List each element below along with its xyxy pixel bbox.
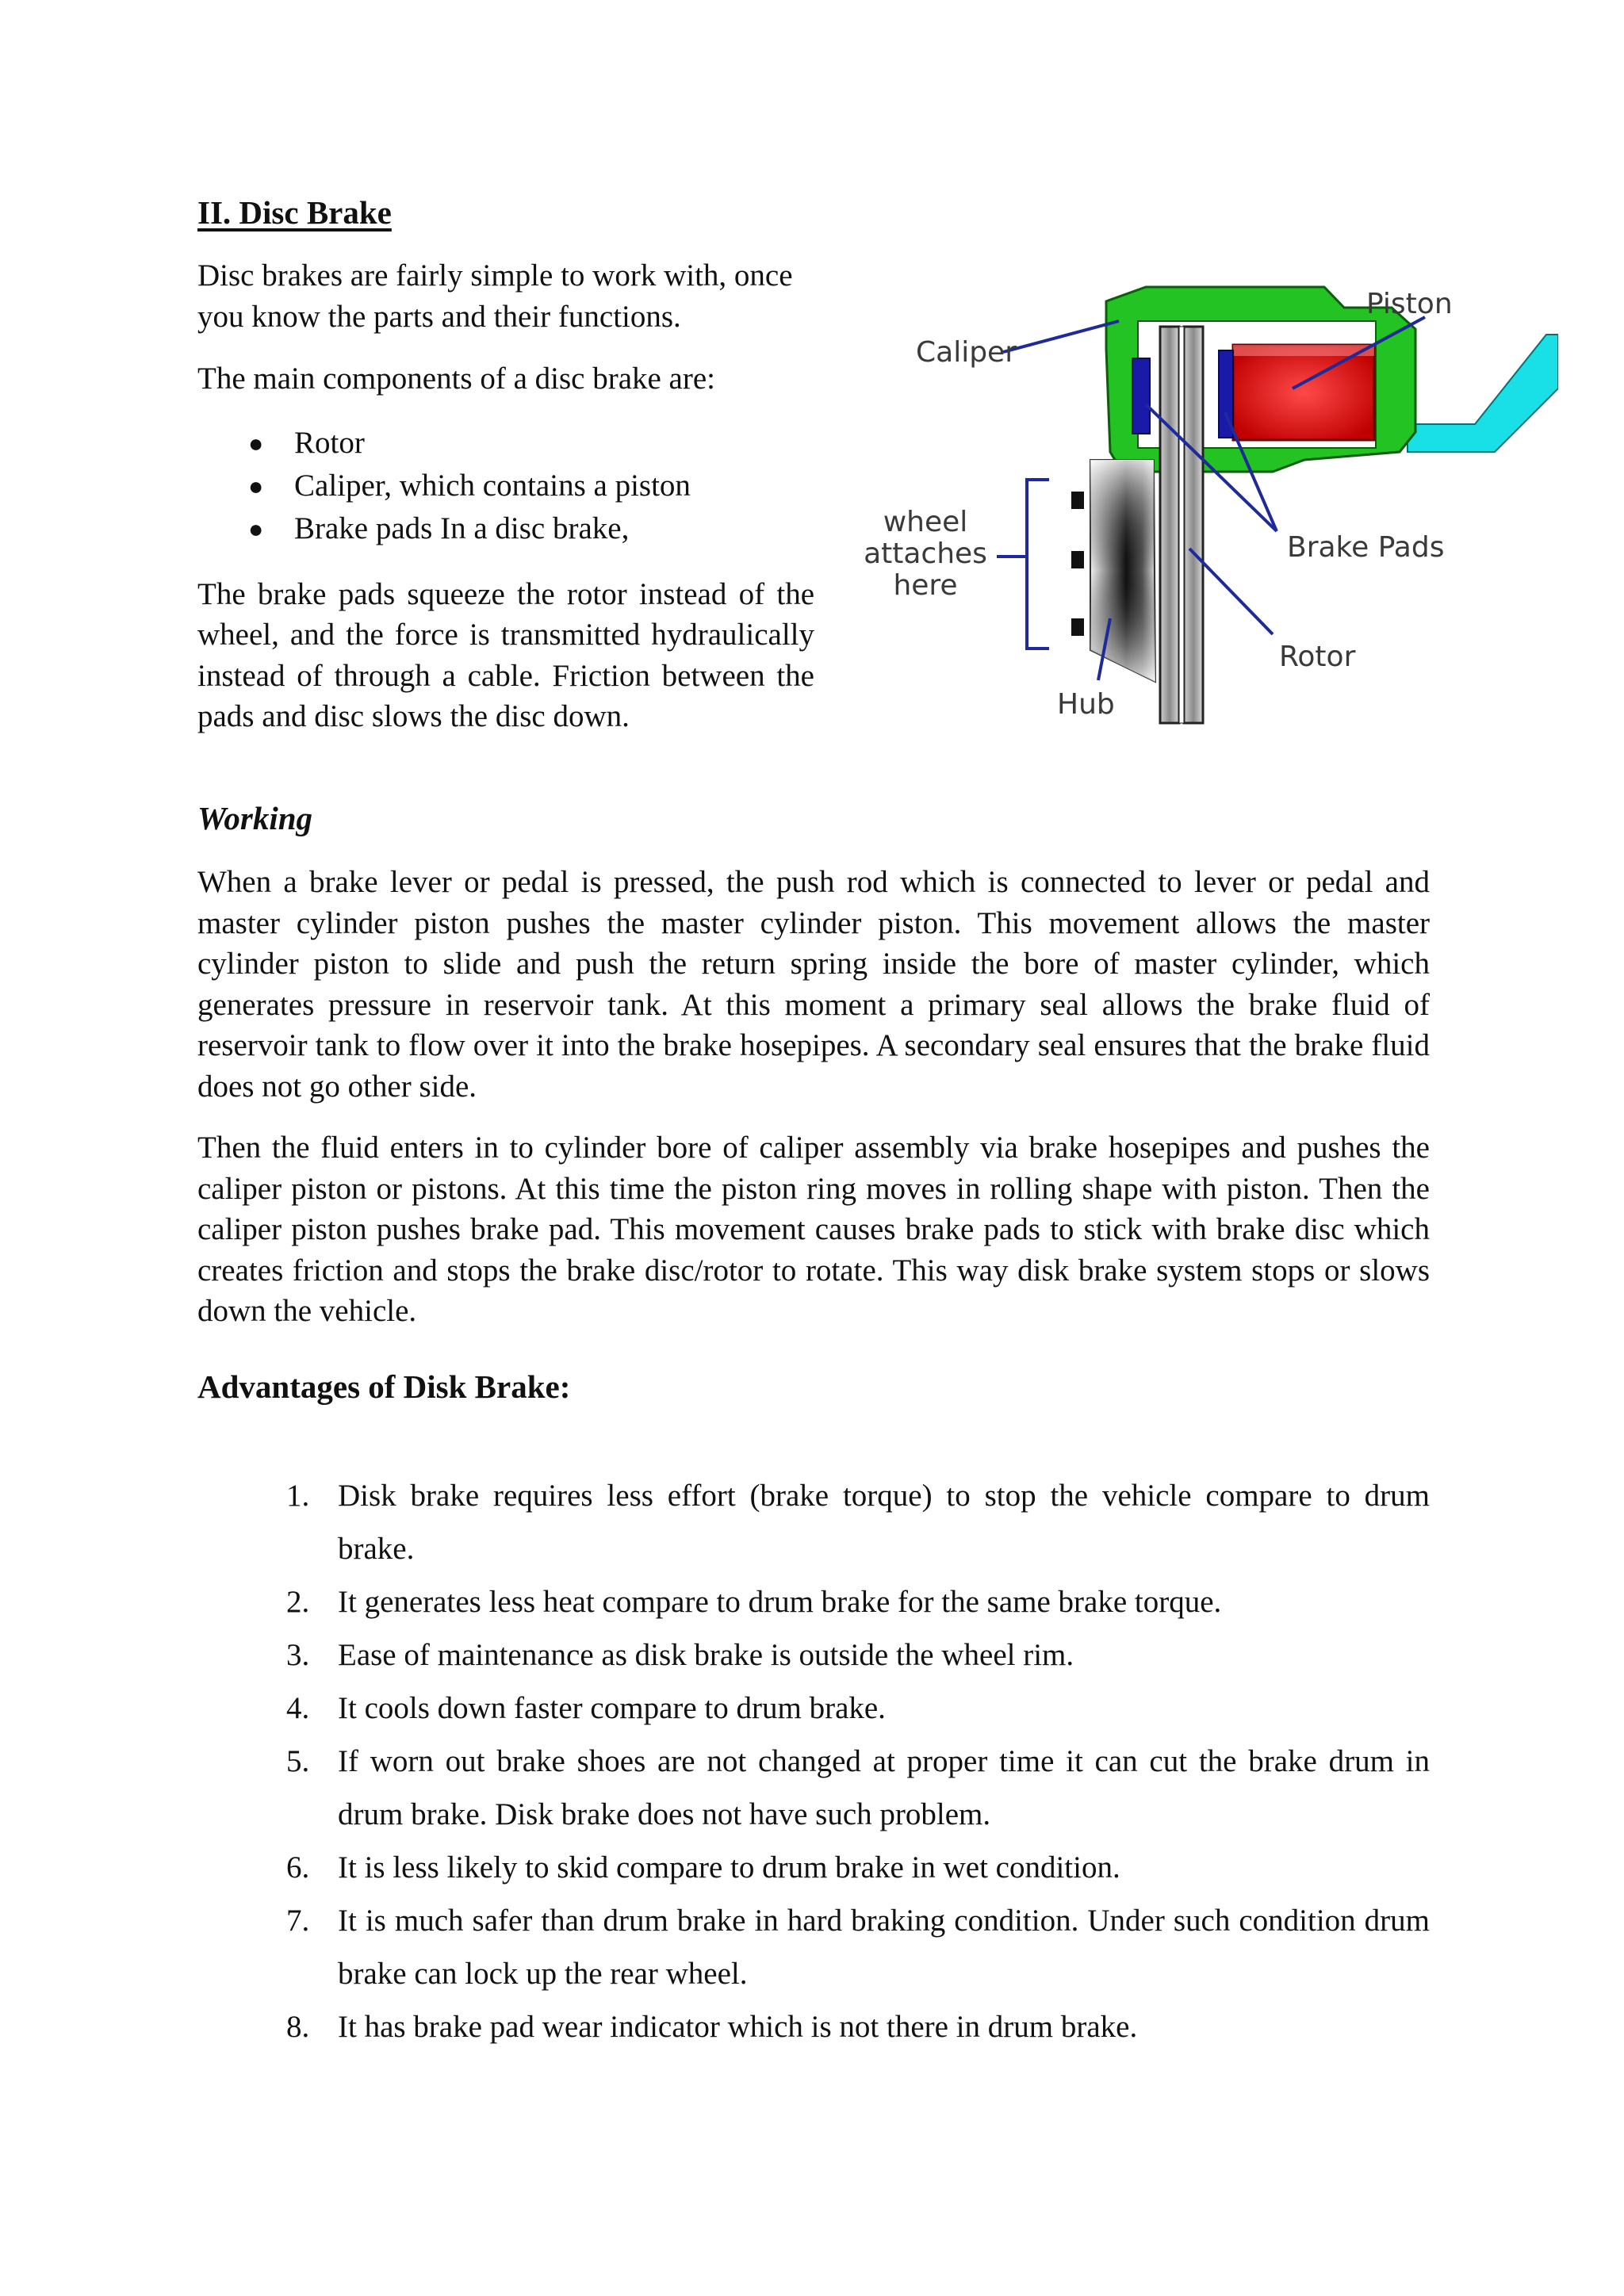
item-text: It has brake pad wear indicator which is not there in drum brake. (338, 2010, 1138, 2044)
working-paragraph-2: Then the fluid enters in to cylinder bore of caliper assembly via brake hosepipes and pushes the caliper piston or pistons. At this time the piston ring moves in rolling shape with piston. Then the caliper piston pushes brake pad. This movement causes brake pads to stick with brake disc which creates friction and stops the brake disc/rotor to rotate. This way disk brake system stops or slows down the vehicle. (197, 1131, 1430, 1328)
rotor-front-shape (1160, 327, 1179, 723)
brake-pads-label: Brake Pads (1287, 531, 1445, 564)
wheel-label-line-2: attaches (864, 538, 987, 570)
component-label: Brake pads In a disc brake, (294, 511, 630, 545)
section-title: II. Disc Brake (197, 194, 392, 231)
inner-brake-pad-shape (1132, 358, 1150, 434)
rotor-vent-shape (1179, 327, 1184, 723)
item-number: 6. (286, 1850, 310, 1885)
wheel-bracket-shape (1027, 480, 1049, 649)
caliper-leader-line (1003, 321, 1119, 352)
intro-paragraph-3: The brake pads squeeze the rotor instead of the wheel, and the force is transmitted hydraulically instead of through a cable. Friction between the pads and disc slows the disc down. (197, 576, 814, 733)
list-item (197, 2000, 1430, 2053)
list-item (197, 1682, 1430, 1735)
item-number: 3. (286, 1638, 310, 1672)
piston-label: Piston (1366, 288, 1453, 320)
item-text: It is less likely to skid compare to drum brake in wet condition. (338, 1850, 1120, 1885)
list-item (197, 1894, 1430, 2000)
list-item (197, 1841, 1430, 1894)
item-text: Disk brake requires less effort (brake torque) to stop the vehicle compare to drum brake. (338, 1479, 1430, 1566)
working-title: Working (197, 800, 313, 836)
list-item (197, 1735, 1430, 1841)
component-label: Caliper, which contains a piston (294, 468, 691, 503)
intro-paragraph-2: The main components of a disc brake are: (197, 362, 716, 396)
component-label: Rotor (294, 425, 365, 460)
bullet-icon: ● (248, 428, 264, 457)
item-number: 4. (286, 1691, 310, 1725)
wheel-stud-2 (1071, 551, 1084, 568)
hub-label: Hub (1057, 688, 1115, 721)
list-item (197, 1575, 1430, 1628)
wheel-stud-1 (1071, 492, 1084, 509)
hub-shading (1090, 460, 1155, 682)
diagram-svg (860, 270, 1558, 729)
item-number: 7. (286, 1904, 310, 1938)
bullet-icon: ● (248, 514, 264, 543)
list-item (197, 1469, 1430, 1575)
list-item (197, 465, 814, 507)
caliper-label: Caliper (916, 336, 1017, 369)
advantages-list (197, 1469, 1430, 2053)
item-text: It is much safer than drum brake in hard braking condition. Under such condition drum brake can lock up the rear wheel. (338, 1904, 1430, 1991)
item-text: If worn out brake shoes are not changed at proper time it can cut the brake drum in drum brake. Disk brake does not have such problem. (338, 1744, 1430, 1831)
working-paragraph-1: When a brake lever or pedal is pressed, the push rod which is connected to lever or pedal and master cylinder piston pushes the master cylinder piston. This movement allows the master cylinder piston to slide and push the return spring inside the bore of master cylinder, which generates pressure in reservoir tank. At this moment a primary seal allows the brake fluid of reservoir tank to flow over it into the brake hosepipes. A secondary seal ensures that the brake fluid does not go other side. (197, 865, 1430, 1104)
rotor-back-shape (1184, 327, 1203, 723)
wheel-stud-3 (1071, 618, 1084, 636)
list-item (197, 422, 814, 465)
advantages-title: Advantages of Disk Brake: (197, 1368, 571, 1405)
wheel-label-line-3: here (893, 569, 958, 602)
piston-shape (1233, 345, 1374, 440)
disc-brake-diagram (860, 270, 1558, 729)
item-number: 5. (286, 1744, 310, 1778)
bullet-icon: ● (248, 471, 264, 500)
wheel-label-line-1: wheel (883, 506, 968, 538)
list-item (197, 507, 814, 550)
intro-paragraph-1: Disc brakes are fairly simple to work with, once you know the parts and their functions. (197, 258, 793, 334)
item-text: It generates less heat compare to drum brake for the same brake torque. (338, 1585, 1222, 1619)
item-number: 1. (286, 1479, 310, 1513)
rotor-label: Rotor (1279, 641, 1356, 673)
item-number: 2. (286, 1585, 310, 1619)
item-number: 8. (286, 2010, 310, 2044)
item-text: It cools down faster compare to drum brake. (338, 1691, 886, 1725)
list-item (197, 1628, 1430, 1682)
components-list (197, 422, 814, 550)
intro-column (197, 255, 814, 737)
hydraulic-line-shape (1408, 335, 1558, 452)
item-text: Ease of maintenance as disk brake is outside the wheel rim. (338, 1638, 1074, 1672)
